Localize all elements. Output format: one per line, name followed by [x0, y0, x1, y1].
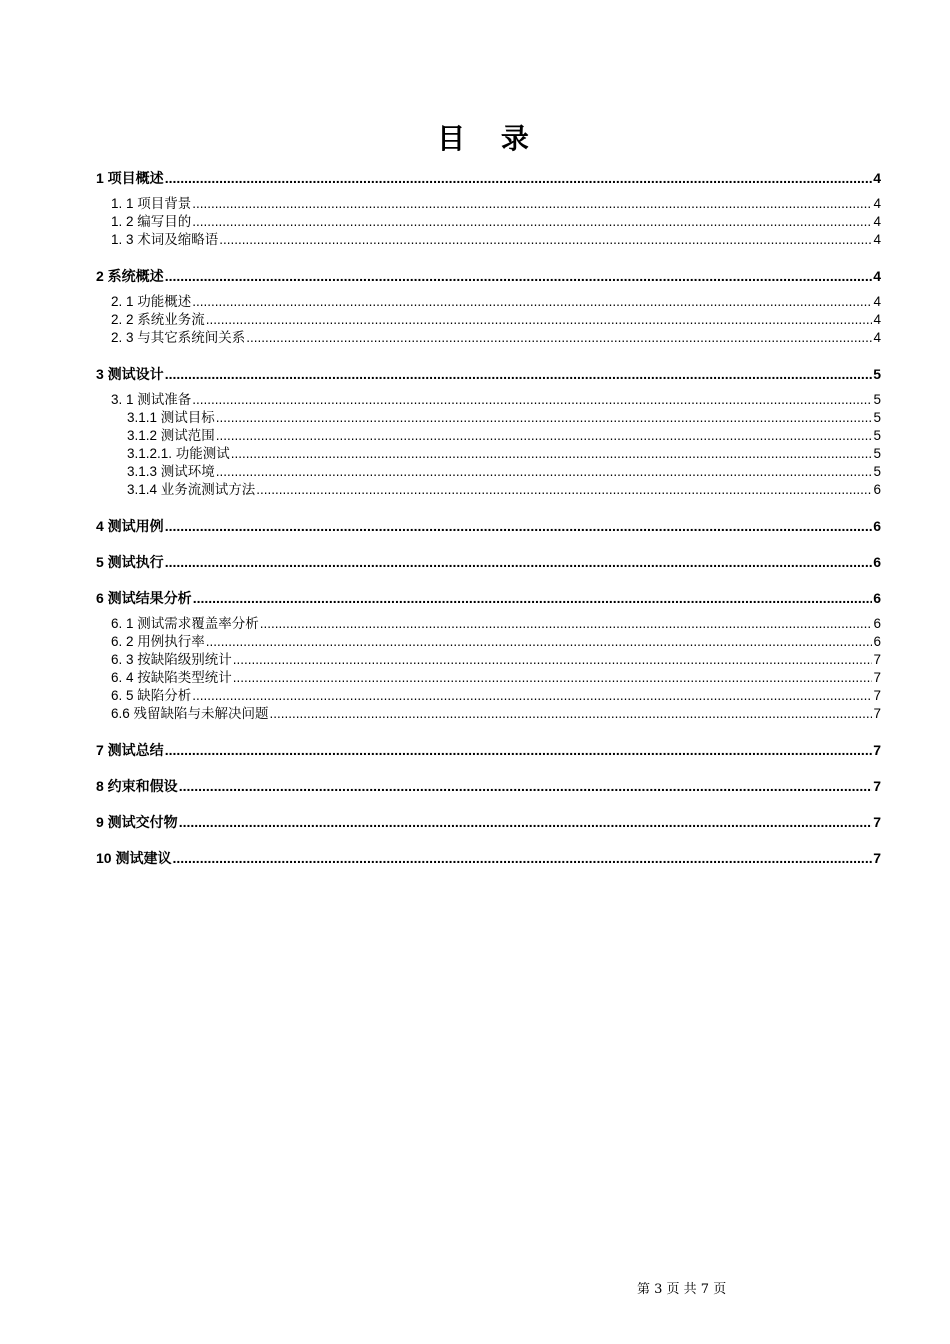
table-of-contents: [96, 169, 881, 867]
toc-entry[interactable]: [96, 409, 881, 427]
toc-leader-dots: [216, 427, 873, 445]
toc-entry-title: 3.1.3 测试环境: [127, 464, 215, 479]
toc-entry-page: 4: [873, 330, 881, 345]
toc-leader-dots: [233, 651, 873, 669]
toc-entry[interactable]: [96, 741, 881, 759]
toc-entry-title: 6. 3 按缺陷级别统计: [111, 652, 232, 667]
toc-entry-page: 5: [873, 464, 881, 479]
toc-entry-page: 5: [873, 410, 881, 425]
toc-entry[interactable]: [96, 391, 881, 409]
toc-entry[interactable]: [96, 169, 881, 187]
toc-leader-dots: [270, 705, 873, 723]
toc-leader-dots: [165, 365, 873, 383]
toc-leader-dots: [165, 267, 873, 285]
toc-entry-page: 5: [873, 446, 881, 461]
toc-entry[interactable]: [96, 651, 881, 669]
toc-entry[interactable]: [96, 213, 881, 231]
toc-entry-title: 2. 2 系统业务流: [111, 312, 205, 327]
toc-leader-dots: [165, 553, 873, 571]
toc-entry[interactable]: [96, 481, 881, 499]
page-footer: 第 3 页 共 7 页: [637, 1282, 727, 1297]
toc-entry-title: 9 测试交付物: [96, 814, 178, 830]
toc-entry-page: 6: [873, 482, 881, 497]
toc-entry-title: 10 测试建议: [96, 850, 172, 866]
toc-entry-title: 4 测试用例: [96, 518, 164, 534]
toc-leader-dots: [165, 169, 873, 187]
toc-entry-page: 5: [873, 428, 881, 443]
toc-entry-title: 6. 4 按缺陷类型统计: [111, 670, 232, 685]
toc-entry[interactable]: [96, 849, 881, 867]
toc-leader-dots: [165, 741, 873, 759]
toc-entry[interactable]: [96, 463, 881, 481]
toc-entry[interactable]: [96, 669, 881, 687]
toc-leader-dots: [193, 589, 873, 607]
toc-leader-dots: [192, 195, 872, 213]
toc-entry-title: 3 测试设计: [96, 366, 164, 382]
toc-entry-page: 7: [873, 742, 881, 758]
toc-leader-dots: [179, 813, 873, 831]
toc-entry[interactable]: [96, 267, 881, 285]
toc-entry[interactable]: [96, 517, 881, 535]
toc-leader-dots: [231, 445, 873, 463]
toc-entry[interactable]: [96, 293, 881, 311]
toc-entry-page: 4: [873, 232, 881, 247]
toc-entry-title: 1. 3 术词及缩略语: [111, 232, 219, 247]
toc-entry[interactable]: [96, 231, 881, 249]
toc-leader-dots: [192, 687, 872, 705]
toc-entry-page: 7: [873, 850, 881, 866]
toc-entry-page: 4: [873, 214, 881, 229]
toc-entry[interactable]: [96, 365, 881, 383]
toc-leader-dots: [206, 633, 873, 651]
toc-title: 目 录: [437, 123, 543, 154]
toc-entry-title: 1. 2 编写目的: [111, 214, 192, 229]
toc-entry-page: 4: [873, 196, 881, 211]
toc-entry[interactable]: [96, 311, 881, 329]
toc-leader-dots: [192, 293, 872, 311]
toc-entry[interactable]: [96, 445, 881, 463]
toc-leader-dots: [179, 777, 873, 795]
toc-entry-title: 3.1.4 业务流测试方法: [127, 482, 256, 497]
toc-leader-dots: [172, 849, 872, 867]
toc-entry-page: 5: [873, 366, 881, 382]
toc-entry-page: 5: [873, 392, 881, 407]
toc-leader-dots: [192, 213, 872, 231]
toc-entry-title: 5 测试执行: [96, 554, 164, 570]
toc-entry-page: 7: [873, 670, 881, 685]
toc-entry[interactable]: [96, 427, 881, 445]
toc-entry[interactable]: [96, 329, 881, 347]
toc-entry-page: 4: [873, 268, 881, 284]
toc-leader-dots: [260, 615, 873, 633]
toc-entry-page: 6: [873, 590, 881, 606]
toc-entry-title: 6. 5 缺陷分析: [111, 688, 192, 703]
toc-entry-title: 6.6 残留缺陷与未解决问题: [111, 706, 269, 721]
toc-leader-dots: [165, 517, 873, 535]
toc-entry[interactable]: [96, 553, 881, 571]
toc-entry-title: 6. 1 测试需求覆盖率分析: [111, 616, 259, 631]
toc-entry-page: 6: [873, 616, 881, 631]
toc-entry[interactable]: [96, 813, 881, 831]
toc-entry-title: 8 约束和假设: [96, 778, 178, 794]
toc-entry-page: 4: [873, 294, 881, 309]
toc-entry-title: 6 测试结果分析: [96, 590, 192, 606]
toc-leader-dots: [233, 669, 873, 687]
toc-entry-title: 3.1.1 测试目标: [127, 410, 215, 425]
toc-entry-title: 1 项目概述: [96, 170, 164, 186]
toc-entry-title: 3. 1 测试准备: [111, 392, 192, 407]
toc-entry-page: 6: [873, 518, 881, 534]
toc-entry[interactable]: [96, 589, 881, 607]
toc-entry-title: 3.1.2 测试范围: [127, 428, 215, 443]
toc-entry-title: 2 系统概述: [96, 268, 164, 284]
toc-entry[interactable]: [96, 705, 881, 723]
toc-entry-title: 3.1.2.1. 功能测试: [127, 446, 230, 461]
toc-leader-dots: [206, 311, 873, 329]
toc-leader-dots: [192, 391, 872, 409]
toc-entry[interactable]: [96, 777, 881, 795]
toc-entry[interactable]: [96, 615, 881, 633]
toc-entry-page: 4: [873, 312, 881, 327]
toc-entry-page: 7: [873, 688, 881, 703]
toc-leader-dots: [219, 231, 872, 249]
toc-entry-page: 7: [873, 652, 881, 667]
toc-entry-title: 2. 1 功能概述: [111, 294, 192, 309]
toc-leader-dots: [256, 481, 872, 499]
toc-entry-title: 2. 3 与其它系统间关系: [111, 330, 246, 345]
toc-leader-dots: [216, 463, 873, 481]
toc-entry-page: 7: [873, 778, 881, 794]
toc-entry[interactable]: [96, 195, 881, 213]
toc-entry[interactable]: [96, 633, 881, 651]
toc-entry-title: 6. 2 用例执行率: [111, 634, 205, 649]
toc-entry-title: 7 测试总结: [96, 742, 164, 758]
toc-leader-dots: [216, 409, 873, 427]
toc-entry-page: 4: [873, 170, 881, 186]
toc-entry-page: 6: [873, 634, 881, 649]
toc-entry-page: 6: [873, 554, 881, 570]
toc-entry[interactable]: [96, 687, 881, 705]
toc-leader-dots: [246, 329, 872, 347]
toc-entry-title: 1. 1 项目背景: [111, 196, 192, 211]
toc-entry-page: 7: [873, 706, 881, 721]
toc-entry-page: 7: [873, 814, 881, 830]
